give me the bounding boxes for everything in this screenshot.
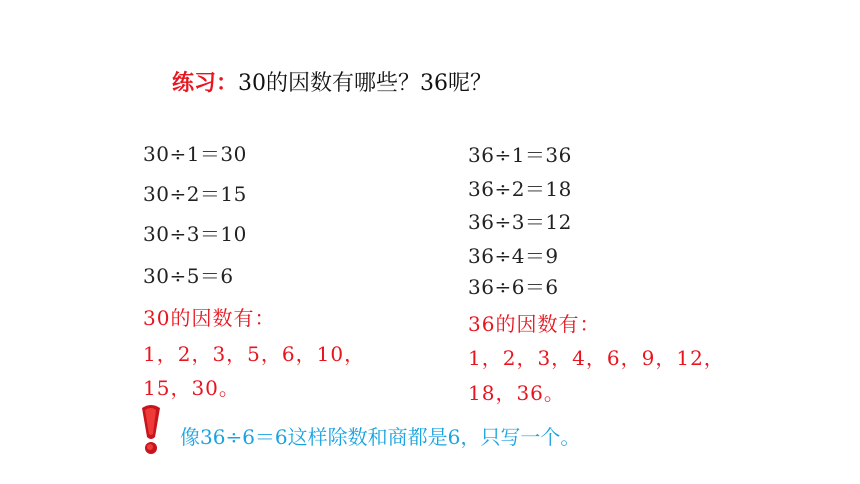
exercise-label: 练习： — [172, 71, 239, 96]
left-equation-4: 30÷5＝6 — [143, 264, 234, 288]
left-factors-line-1: 1，2，3，5，6，10， — [143, 342, 366, 366]
left-factors-heading: 30的因数有： — [143, 306, 276, 330]
right-factors-line-1: 1，2，3，4，6，9，12， — [468, 346, 725, 370]
exercise-title — [172, 66, 492, 97]
left-equation-1: 30÷1＝30 — [143, 142, 247, 166]
exercise-question: 30的因数有哪些？36呢？ — [238, 71, 493, 96]
right-factors-heading: 36的因数有： — [468, 312, 601, 336]
right-equation-2: 36÷2＝18 — [468, 177, 572, 201]
left-equation-3: 30÷3＝10 — [143, 222, 247, 246]
left-factors-line-2: 15，30。 — [143, 376, 240, 400]
right-equation-5: 36÷6＝6 — [468, 275, 559, 299]
right-equation-4: 36÷4＝9 — [468, 244, 559, 268]
note-text: 像36÷6＝6这样除数和商都是6，只写一个。 — [180, 425, 581, 449]
left-equation-2: 30÷2＝15 — [143, 182, 247, 206]
exclamation-icon — [136, 404, 166, 456]
right-equation-1: 36÷1＝36 — [468, 143, 572, 167]
right-equation-3: 36÷3＝12 — [468, 210, 572, 234]
right-factors-line-2: 18，36。 — [468, 381, 565, 405]
